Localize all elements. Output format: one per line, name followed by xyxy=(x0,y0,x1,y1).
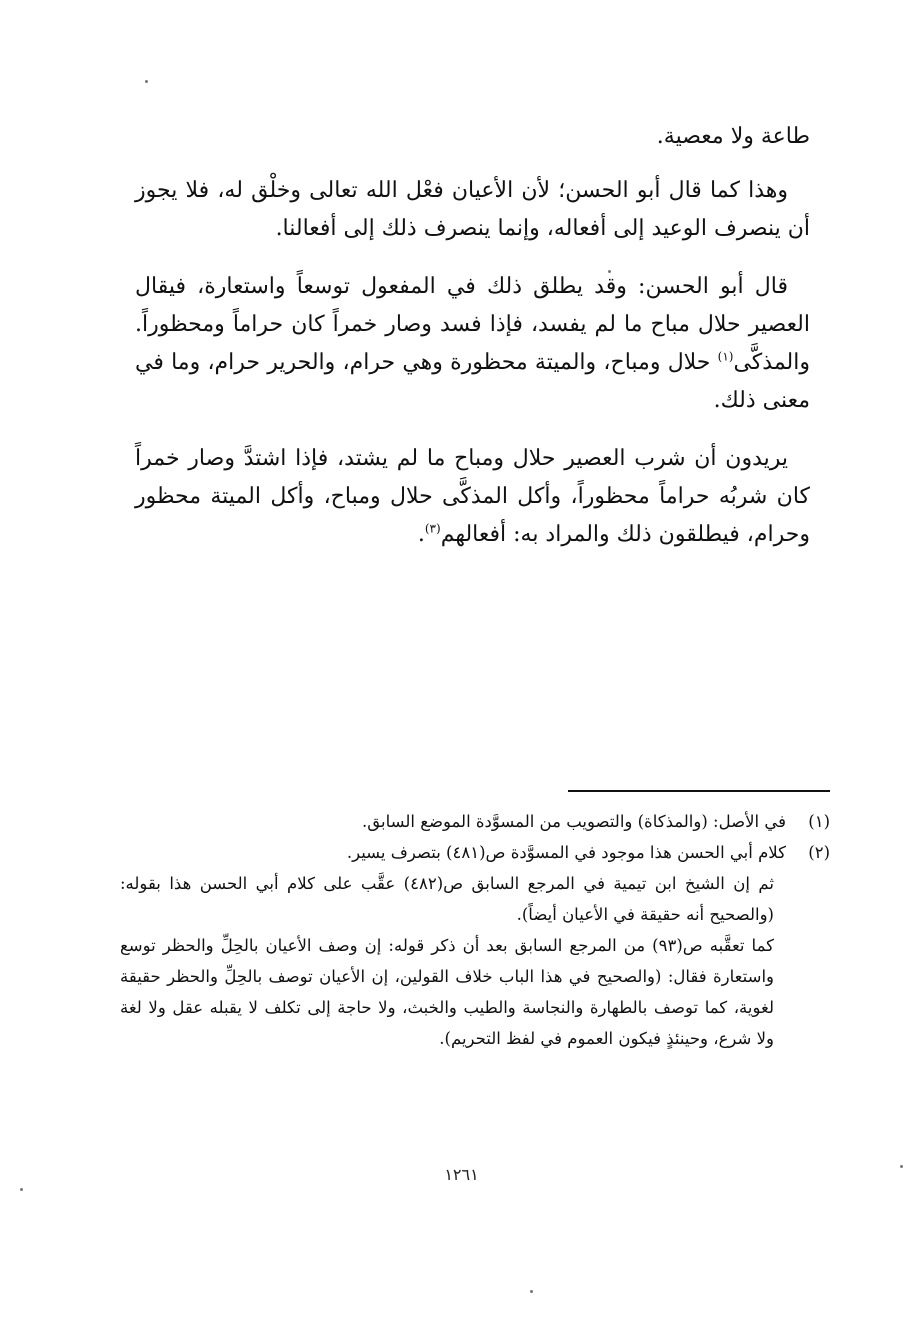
scan-speck xyxy=(900,1165,903,1168)
scan-speck xyxy=(145,80,148,83)
footnote-2-continuation-1: ثم إن الشيخ ابن تيمية في المرجع السابق ص(٤٨٢) عقَّب على كلام أبي الحسن هذا بقوله: (والصحيح أنه حقيقة في الأعيان أيضاً). xyxy=(120,874,774,924)
scan-speck xyxy=(20,1188,23,1191)
footnote-text: كلام أبي الحسن هذا موجود في المسوَّدة ص(٤٨١) بتصرف يسير. xyxy=(346,843,786,862)
paragraph-3: قال أبو الحسن: وقد يطلق ذلك في المفعول توسعاً واستعارة، فيقال العصير حلال مباح ما لم يفسد، فإذا فسد وصار خمراً كان حراماً ومحظوراً. والمذكَّى$^{(١)}$ حلال ومباح، والميتة محظورة وهي حرام، والحرير حرام، وما في معنى ذلك. xyxy=(135,274,810,413)
footnote-ref-1[interactable]: (١) xyxy=(717,349,734,364)
page-number: ١٢٦١ xyxy=(444,1165,479,1184)
book-page xyxy=(120,118,830,1218)
scan-speck xyxy=(608,270,611,273)
paragraph-1: طاعة ولا معصية. xyxy=(656,124,810,149)
footnote-ref-3[interactable]: (٣) xyxy=(424,521,441,536)
footnote-number: (٢) xyxy=(808,843,830,862)
footnote-separator xyxy=(568,790,830,792)
footnote-2-continuation-2: كما تعقَّبه ص(٩٣) من المرجع السابق بعد أن ذكر قوله: إن وصف الأعيان بالحِلِّ والحظر توسع واستعارة فقال: (والصحيح في هذا الباب خلاف القولين، إن الأعيان توصف بالحِلِّ والحظر حقيقة لغوية، كما توصف بالطهارة والنجاسة والطيب والخبث، ولا حاجة إلى تكلف لا يقبله عقل ولا لغة ولا شرع، وحينئذٍ فيكون العموم في لفظ التحريم). xyxy=(120,936,774,1048)
main-text xyxy=(135,118,810,574)
paragraph-4: يريدون أن شرب العصير حلال ومباح ما لم يشتد، فإذا اشتدَّ وصار خمراً كان شربُه حراماً محظوراً، وأكل المذكَّى حلال ومباح، وأكل الميتة محظور وحرام، فيطلقون ذلك والمراد به: أفعالهم$^{(٣)}$. xyxy=(135,446,810,547)
footnotes xyxy=(120,806,830,1054)
scan-speck xyxy=(530,1290,533,1293)
footnote-text: في الأصل: (والمذكاة) والتصويب من المسوَّدة الموضع السابق. xyxy=(362,812,786,831)
footnote-2 xyxy=(120,837,830,868)
footnote-number: (١) xyxy=(808,812,830,831)
footnote-1 xyxy=(120,806,830,837)
paragraph-2: وهذا كما قال أبو الحسن؛ لأن الأعيان فعْل الله تعالى وخلْق له، فلا يجوز أن ينصرف الوعيد إلى أفعاله، وإنما ينصرف ذلك إلى أفعالنا. xyxy=(135,178,810,241)
